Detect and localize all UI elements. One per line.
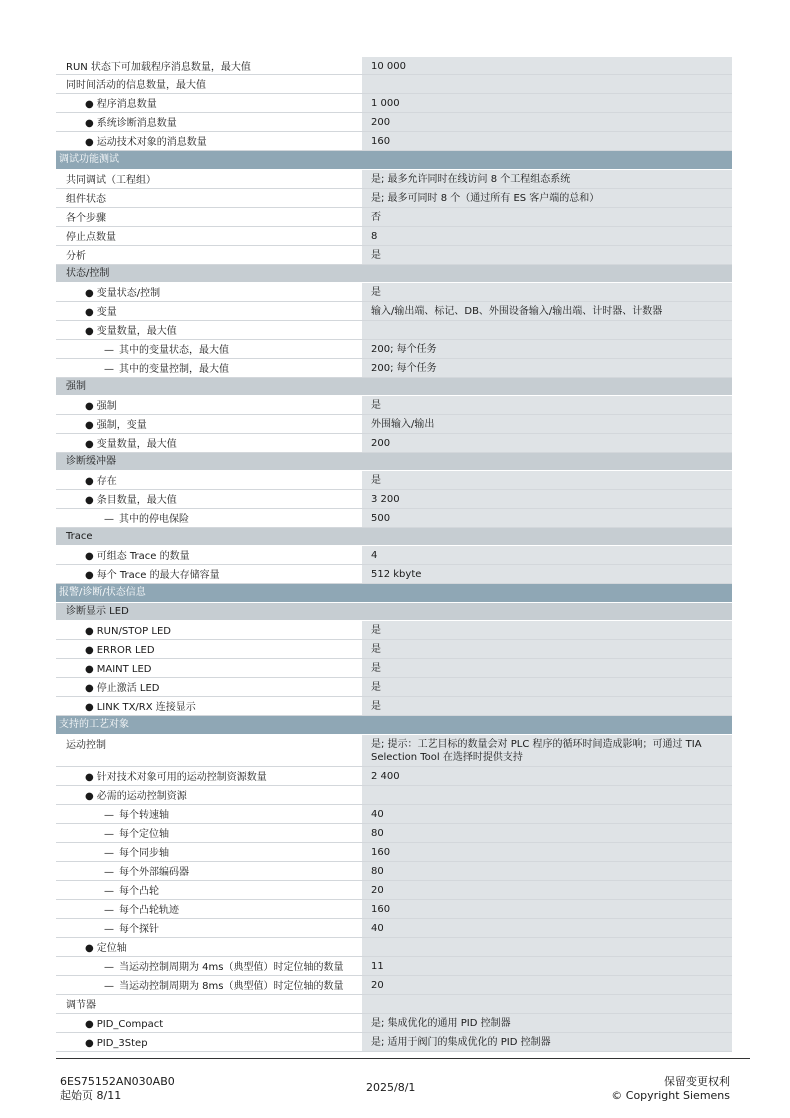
table-row: [56, 659, 732, 678]
spec-label-text: 各个步骤: [66, 213, 106, 224]
spec-value: 40: [362, 805, 732, 823]
spec-label-text: 针对技术对象可用的运动控制资源数量: [96, 772, 267, 783]
spec-label: [56, 862, 362, 880]
dash-icon: —: [104, 962, 114, 973]
spec-label-text: 变量数量，最大值: [96, 439, 177, 450]
spec-label: [56, 621, 362, 639]
spec-value: [362, 995, 732, 1013]
spec-label: [56, 1014, 362, 1032]
dash-icon: —: [104, 867, 114, 878]
bullet-icon: ●: [85, 401, 94, 412]
spec-label: [56, 94, 362, 112]
spec-label-text: PID_3Step: [96, 1038, 148, 1049]
spec-value: [362, 75, 732, 93]
bullet-icon: ●: [85, 307, 94, 318]
spec-label: [56, 786, 362, 804]
group-header: 强制: [56, 378, 732, 396]
table-row: [56, 1033, 732, 1052]
spec-label: [56, 640, 362, 658]
spec-label-text: 变量: [96, 307, 117, 318]
spec-value: 输入/输出端、标记、DB、外围设备输入/输出端、计时器、计数器: [362, 302, 732, 320]
spec-value: 是: [362, 697, 732, 715]
spec-value: 20: [362, 881, 732, 899]
spec-value: 是: [362, 640, 732, 658]
bullet-icon: ●: [85, 551, 94, 562]
table-row: [56, 640, 732, 659]
spec-label: [56, 546, 362, 564]
dash-icon: —: [104, 829, 114, 840]
spec-label-text: 每个转速轴: [119, 810, 169, 821]
spec-label-text: 每个探针: [119, 924, 159, 935]
spec-label-text: 每个凸轮: [119, 886, 159, 897]
table-row: [56, 283, 732, 302]
bullet-icon: ●: [85, 626, 94, 637]
spec-value: 是; 集成优化的通用 PID 控制器: [362, 1014, 732, 1032]
bullet-icon: ●: [85, 137, 94, 148]
spec-value: 是: [362, 678, 732, 696]
spec-label-text: 组件状态: [66, 194, 106, 205]
spec-value: 是: [362, 659, 732, 677]
table-row: [56, 321, 732, 340]
spec-label: [56, 735, 362, 766]
dash-icon: —: [104, 905, 114, 916]
spec-value: 3 200: [362, 490, 732, 508]
spec-label-text: 停止激活 LED: [96, 683, 160, 694]
spec-label: [56, 415, 362, 433]
table-row: [56, 302, 732, 321]
spec-value: 200: [362, 434, 732, 452]
spec-label: [56, 490, 362, 508]
spec-label: [56, 471, 362, 489]
spec-value: 200: [362, 113, 732, 131]
spec-label: [56, 824, 362, 842]
table-row: [56, 132, 732, 151]
table-row: [56, 189, 732, 208]
spec-label: [56, 302, 362, 320]
spec-label: [56, 132, 362, 150]
dash-icon: —: [104, 981, 114, 992]
spec-label: [56, 976, 362, 994]
bullet-icon: ●: [85, 772, 94, 783]
spec-label-text: 每个外部编码器: [119, 867, 189, 878]
spec-label: [56, 208, 362, 226]
spec-label: [56, 75, 362, 93]
spec-label-text: 每个定位轴: [119, 829, 169, 840]
spec-label-text: 运动技术对象的消息数量: [96, 137, 207, 148]
spec-label-text: 每个同步轴: [119, 848, 169, 859]
spec-value: 是; 最多允许同时在线访问 8 个工程组态系统: [362, 170, 732, 188]
spec-label: [56, 283, 362, 301]
spec-value: 160: [362, 900, 732, 918]
table-row: [56, 246, 732, 265]
dash-icon: —: [104, 848, 114, 859]
bullet-icon: ●: [85, 1038, 94, 1049]
spec-value: 11: [362, 957, 732, 975]
spec-value: 160: [362, 843, 732, 861]
table-row: [56, 824, 732, 843]
bullet-icon: ●: [85, 476, 94, 487]
spec-label-text: 其中的变量控制，最大值: [119, 364, 229, 375]
table-row: [56, 900, 732, 919]
spec-value: 20: [362, 976, 732, 994]
bullet-icon: ●: [85, 495, 94, 506]
group-header: 诊断缓冲器: [56, 453, 732, 471]
bullet-icon: ●: [85, 118, 94, 129]
table-row: [56, 678, 732, 697]
table-row: [56, 546, 732, 565]
spec-value: 4: [362, 546, 732, 564]
spec-label-text: 系统诊断消息数量: [96, 118, 177, 129]
spec-label: [56, 881, 362, 899]
bullet-icon: ●: [85, 326, 94, 337]
spec-label-text: LINK TX/RX 连接显示: [96, 702, 196, 713]
spec-value: 80: [362, 862, 732, 880]
spec-label-text: 共同调试（工程组）: [66, 175, 156, 186]
spec-label-text: 存在: [96, 476, 117, 487]
table-row: [56, 57, 732, 75]
spec-value: 512 kbyte: [362, 565, 732, 583]
spec-label: [56, 189, 362, 207]
footer-rule: [56, 1058, 750, 1059]
spec-value: [362, 786, 732, 804]
footer-order-number: 6ES75152AN030AB0: [60, 1075, 175, 1088]
spec-label-text: 变量数量，最大值: [96, 326, 177, 337]
bullet-icon: ●: [85, 645, 94, 656]
spec-value: 是: [362, 396, 732, 414]
bullet-icon: ●: [85, 1019, 94, 1030]
spec-value: 是: [362, 283, 732, 301]
spec-table: [56, 57, 732, 1052]
spec-label-text: 分析: [66, 251, 86, 262]
spec-value: 是; 最多可同时 8 个（通过所有 ES 客户端的总和）: [362, 189, 732, 207]
spec-label-text: 每个凸轮轨迹: [119, 905, 179, 916]
spec-label-text: 其中的变量状态，最大值: [119, 345, 229, 356]
footer-page-number: 起始页 8/11: [60, 1089, 122, 1102]
spec-label-text: 当运动控制周期为 4ms（典型值）时定位轴的数量: [119, 962, 344, 973]
spec-label: [56, 246, 362, 264]
table-row: [56, 434, 732, 453]
spec-label-text: 每个 Trace 的最大存储容量: [96, 570, 220, 581]
spec-value: [362, 321, 732, 339]
table-row: [56, 862, 732, 881]
dash-icon: —: [104, 886, 114, 897]
spec-label-text: 可组态 Trace 的数量: [96, 551, 190, 562]
dash-icon: —: [104, 514, 114, 525]
spec-label-text: 程序消息数量: [96, 99, 157, 110]
spec-label: [56, 170, 362, 188]
spec-value: 40: [362, 919, 732, 937]
footer-copyright: © Copyright Siemens: [611, 1089, 730, 1102]
section-header: 调试功能测试: [56, 151, 732, 170]
spec-value: 是: [362, 621, 732, 639]
spec-label-text: 同时间活动的信息数量，最大值: [66, 80, 206, 91]
spec-label: [56, 659, 362, 677]
table-row: [56, 919, 732, 938]
group-header: Trace: [56, 528, 732, 546]
group-header: 状态/控制: [56, 265, 732, 283]
spec-label-text: 变量状态/控制: [96, 288, 161, 299]
footer-rights-notice: 保留变更权利: [664, 1075, 730, 1088]
table-row: [56, 94, 732, 113]
spec-label: [56, 678, 362, 696]
spec-label: [56, 697, 362, 715]
bullet-icon: ●: [85, 702, 94, 713]
spec-label-text: PID_Compact: [96, 1019, 164, 1030]
spec-value: 外围输入/输出: [362, 415, 732, 433]
bullet-icon: ●: [85, 288, 94, 299]
spec-value: 是; 提示：工艺目标的数量会对 PLC 程序的循环时间造成影响；可通过 TIA Selection Tool 在选择时提供支持: [362, 735, 732, 766]
table-row: [56, 565, 732, 584]
table-row: [56, 170, 732, 189]
table-row: [56, 957, 732, 976]
bullet-icon: ●: [85, 439, 94, 450]
table-row: [56, 881, 732, 900]
table-row: [56, 227, 732, 246]
spec-label: [56, 805, 362, 823]
spec-label: [56, 340, 362, 358]
table-row: [56, 471, 732, 490]
spec-value: 是: [362, 471, 732, 489]
table-row: [56, 75, 732, 94]
spec-label: [56, 1033, 362, 1051]
spec-label: [56, 359, 362, 377]
spec-label: [56, 957, 362, 975]
table-row: [56, 805, 732, 824]
spec-value: 200; 每个任务: [362, 359, 732, 377]
spec-value: 2 400: [362, 767, 732, 785]
table-row: [56, 208, 732, 227]
dash-icon: —: [104, 924, 114, 935]
spec-label-text: 其中的停电保险: [119, 514, 189, 525]
table-row: [56, 359, 732, 378]
spec-value: 是: [362, 246, 732, 264]
spec-label: [56, 321, 362, 339]
bullet-icon: ●: [85, 791, 94, 802]
table-row: [56, 767, 732, 786]
spec-label-text: RUN 状态下可加载程序消息数量，最大值: [66, 62, 251, 73]
dash-icon: —: [104, 345, 114, 356]
spec-label: [56, 57, 362, 74]
spec-value: 1 000: [362, 94, 732, 112]
bullet-icon: ●: [85, 570, 94, 581]
spec-label: [56, 843, 362, 861]
bullet-icon: ●: [85, 99, 94, 110]
spec-label: [56, 434, 362, 452]
spec-label: [56, 938, 362, 956]
spec-label-text: 强制，变量: [96, 420, 147, 431]
spec-value: 是; 适用于阀门的集成优化的 PID 控制器: [362, 1033, 732, 1051]
table-row: [56, 113, 732, 132]
table-row: [56, 1014, 732, 1033]
spec-label: [56, 113, 362, 131]
bullet-icon: ●: [85, 420, 94, 431]
spec-label-text: 运动控制: [66, 740, 106, 751]
bullet-icon: ●: [85, 943, 94, 954]
spec-label-text: MAINT LED: [96, 664, 152, 675]
section-header: 支持的工艺对象: [56, 716, 732, 735]
spec-value: 200; 每个任务: [362, 340, 732, 358]
spec-label: [56, 396, 362, 414]
table-row: [56, 938, 732, 957]
table-row: [56, 396, 732, 415]
table-row: [56, 697, 732, 716]
spec-label-text: 强制: [96, 401, 117, 412]
spec-label-text: 停止点数量: [66, 232, 116, 243]
spec-value: 8: [362, 227, 732, 245]
spec-value: [362, 938, 732, 956]
spec-label-text: 必需的运动控制资源: [96, 791, 187, 802]
section-header: 报警/诊断/状态信息: [56, 584, 732, 603]
footer-date: 2025/8/1: [366, 1081, 416, 1094]
table-row: [56, 340, 732, 359]
spec-label-text: 当运动控制周期为 8ms（典型值）时定位轴的数量: [119, 981, 344, 992]
group-header: 诊断显示 LED: [56, 603, 732, 621]
spec-label: [56, 995, 362, 1013]
table-row: [56, 843, 732, 862]
table-row: [56, 490, 732, 509]
spec-value: 否: [362, 208, 732, 226]
table-row: [56, 995, 732, 1014]
spec-label-text: ERROR LED: [96, 645, 155, 656]
table-row: [56, 415, 732, 434]
dash-icon: —: [104, 364, 114, 375]
spec-label: [56, 227, 362, 245]
spec-label-text: 条目数量，最大值: [96, 495, 177, 506]
table-row: [56, 786, 732, 805]
bullet-icon: ●: [85, 664, 94, 675]
spec-label-text: RUN/STOP LED: [96, 626, 171, 637]
spec-label: [56, 565, 362, 583]
spec-label: [56, 509, 362, 527]
spec-value: 10 000: [362, 57, 732, 74]
table-row: [56, 976, 732, 995]
spec-value: 500: [362, 509, 732, 527]
spec-label-text: 调节器: [66, 1000, 96, 1011]
table-row: [56, 735, 732, 767]
bullet-icon: ●: [85, 683, 94, 694]
spec-label-text: 定位轴: [96, 943, 127, 954]
spec-label: [56, 919, 362, 937]
table-row: [56, 509, 732, 528]
spec-label: [56, 767, 362, 785]
table-row: [56, 621, 732, 640]
spec-value: 80: [362, 824, 732, 842]
spec-label: [56, 900, 362, 918]
spec-value: 160: [362, 132, 732, 150]
dash-icon: —: [104, 810, 114, 821]
